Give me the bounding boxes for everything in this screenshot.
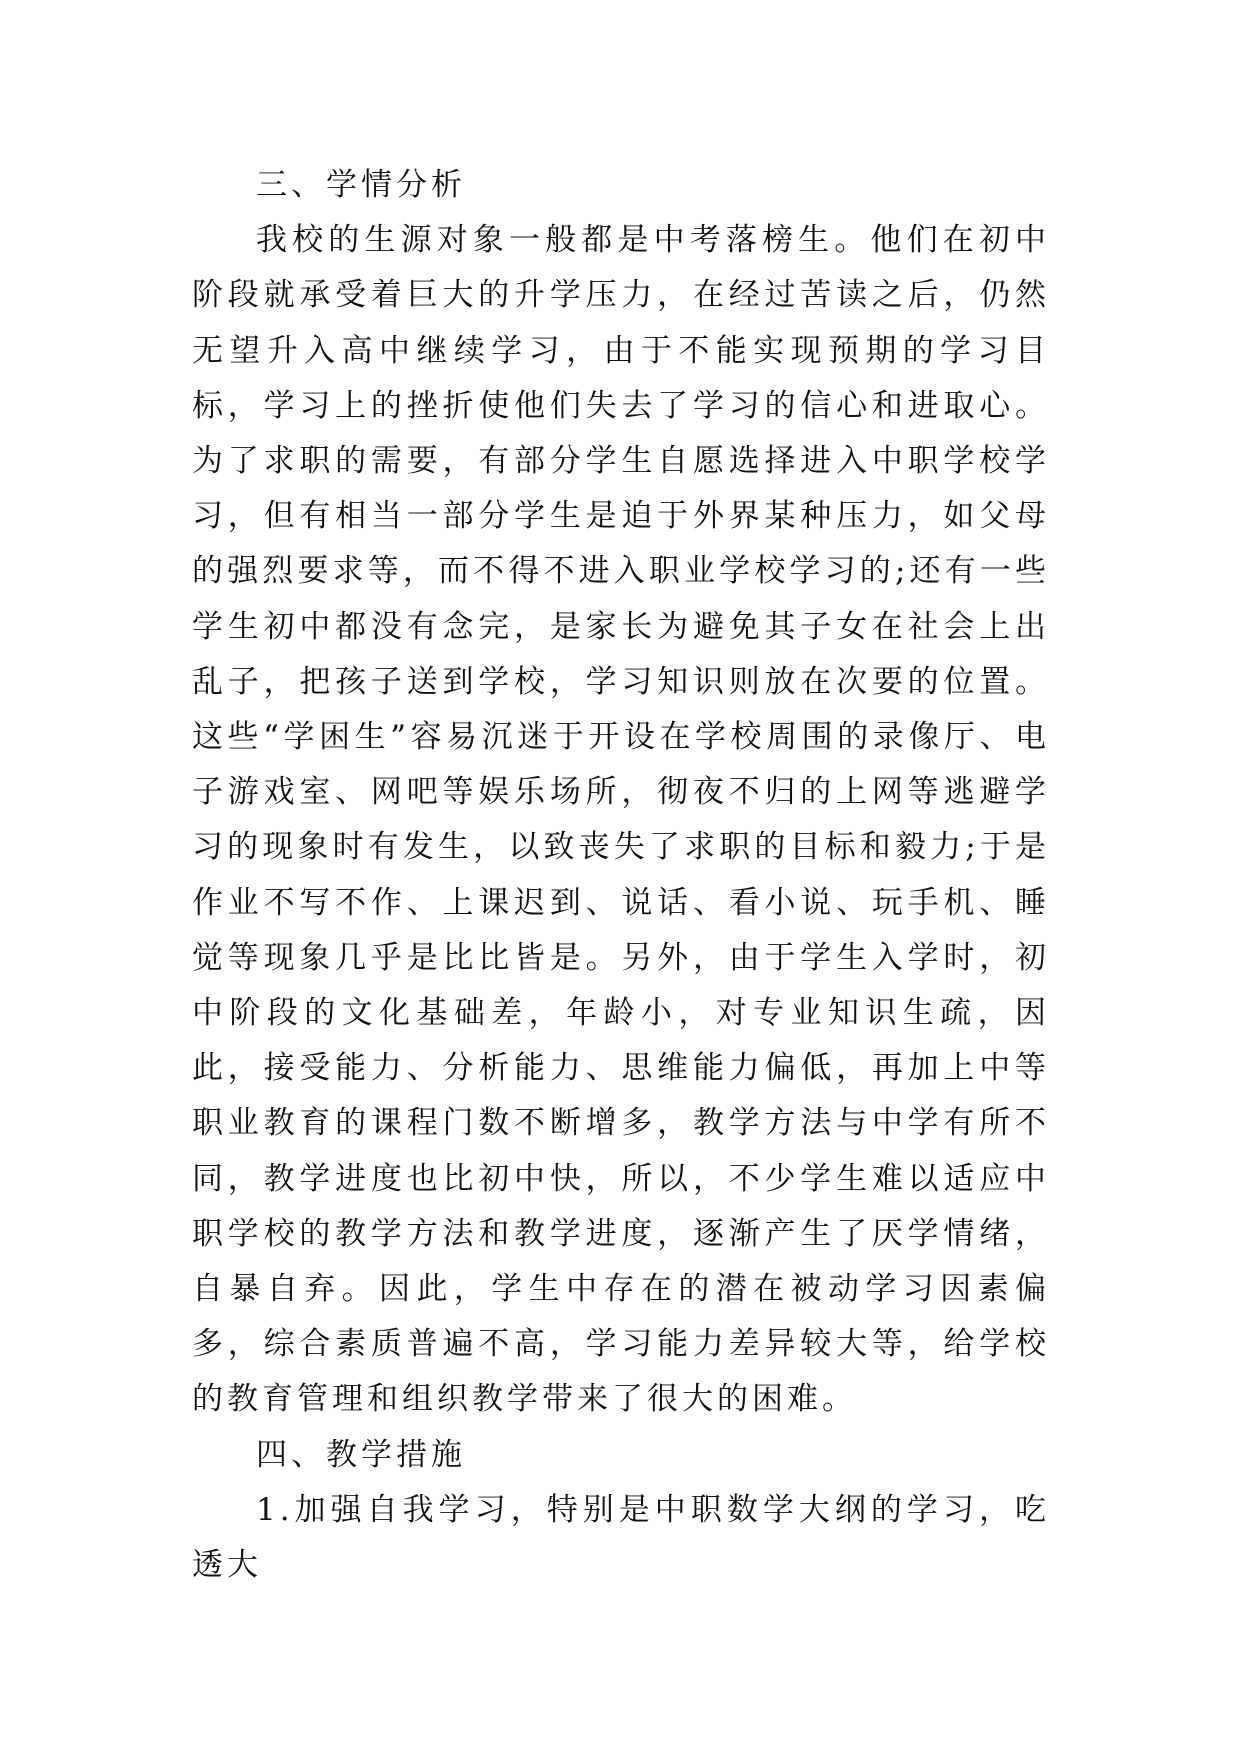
teaching-measure-item-1: 1.加强自我学习，特别是中职数学大纲的学习，吃透大 xyxy=(192,1491,1050,1584)
section-heading-learning-analysis: 三、学情分析 xyxy=(256,167,466,203)
document-body xyxy=(192,158,1050,1593)
section-heading-teaching-measures: 四、教学措施 xyxy=(256,1436,466,1473)
learning-analysis-paragraph: 我校的生源对象一般都是中考落榜生。他们在初中阶段就承受着巨大的升学压力，在经过苦读之后，仍然无望升入高中继续学习，由于不能实现预期的学习目标，学习上的挫折使他们失去了学习的信心和进取心。为了求职的需要，有部分学生自愿选择进入中职学校学习，但有相当一部分学生是迫于外界某种压力，如父母的强烈要求等，而不得不进入职业学校学习的;还有一些学生初中都没有念完，是家长为避免其子女在社会上出乱子，把孩子送到学校，学习知识则放在次要的位置。这些“学困生”容易沉迷于开设在学校周围的录像厅、电子游戏室、网吧等娱乐场所，彻夜不归的上网等逃避学习的现象时有发生，以致丧失了求职的目标和毅力;于是作业不写不作、上课迟到、说话、看小说、玩手机、睡觉等现象几乎是比比皆是。另外，由于学生入学时，初中阶段的文化基础差，年龄小，对专业知识生疏，因此，接受能力、分析能力、思维能力偏低，再加上中等职业教育的课程门数不断增多，教学方法与中学有所不同，教学进度也比初中快，所以，不少学生难以适应中职学校的教学方法和教学进度，逐渐产生了厌学情绪，自暴自弃。因此，学生中存在的潜在被动学习因素偏多，综合素质普遍不高，学习能力差异较大等，给学校的教育管理和组织教学带来了很大的困难。 xyxy=(192,222,1050,1418)
